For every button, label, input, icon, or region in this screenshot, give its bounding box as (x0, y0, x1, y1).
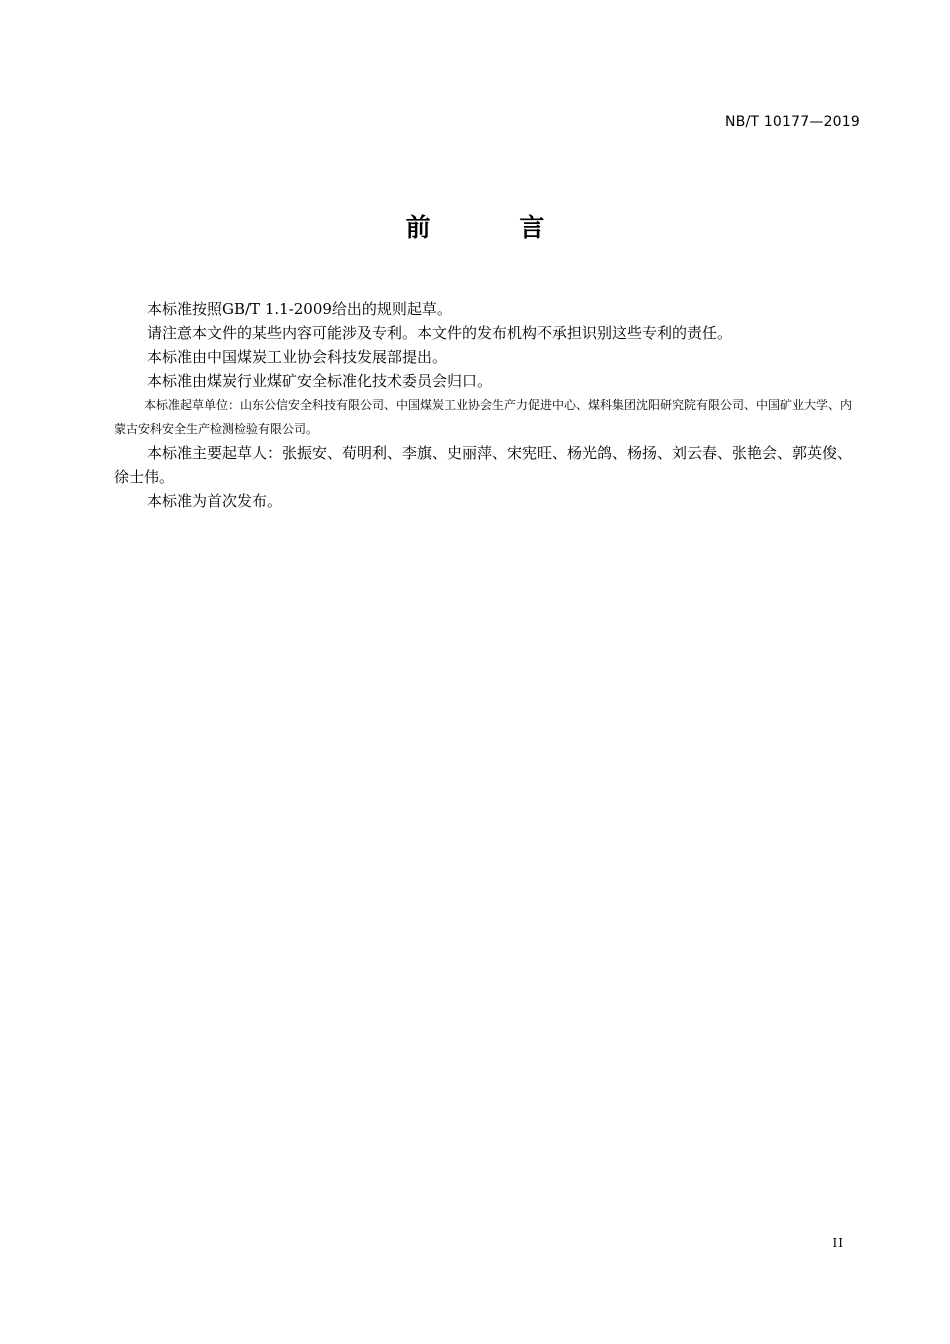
paragraph-drafting-units: 本标准起草单位：山东公信安全科技有限公司、中国煤炭工业协会生产力促进中心、煤科集团沈阳研究院有限公司、中国矿业大学、内蒙古安科安全生产检测检验有限公司。 (114, 398, 853, 436)
page-number: II (832, 1236, 844, 1250)
foreword-body (114, 297, 862, 513)
page-title: 前 言 (405, 213, 585, 242)
paragraph-drafting-rules: 本标准按照GB/T 1.1-2009给出的规则起草。 (147, 300, 452, 318)
paragraph-centralized-by: 本标准由煤炭行业煤矿安全标准化技术委员会归口。 (147, 372, 493, 390)
paragraph-first-release: 本标准为首次发布。 (147, 492, 283, 510)
paragraph-proposer: 本标准由中国煤炭工业协会科技发展部提出。 (147, 348, 448, 366)
paragraph-main-drafters: 本标准主要起草人：张振安、荀明利、李旗、史丽萍、宋宪旺、杨光鸽、杨扬、刘云春、张艳会、郭英俊、徐士伟。 (114, 444, 853, 486)
paragraph-patent-notice: 请注意本文件的某些内容可能涉及专利。本文件的发布机构不承担识别这些专利的责任。 (147, 324, 733, 342)
standard-number: NB/T 10177—2019 (725, 114, 860, 130)
